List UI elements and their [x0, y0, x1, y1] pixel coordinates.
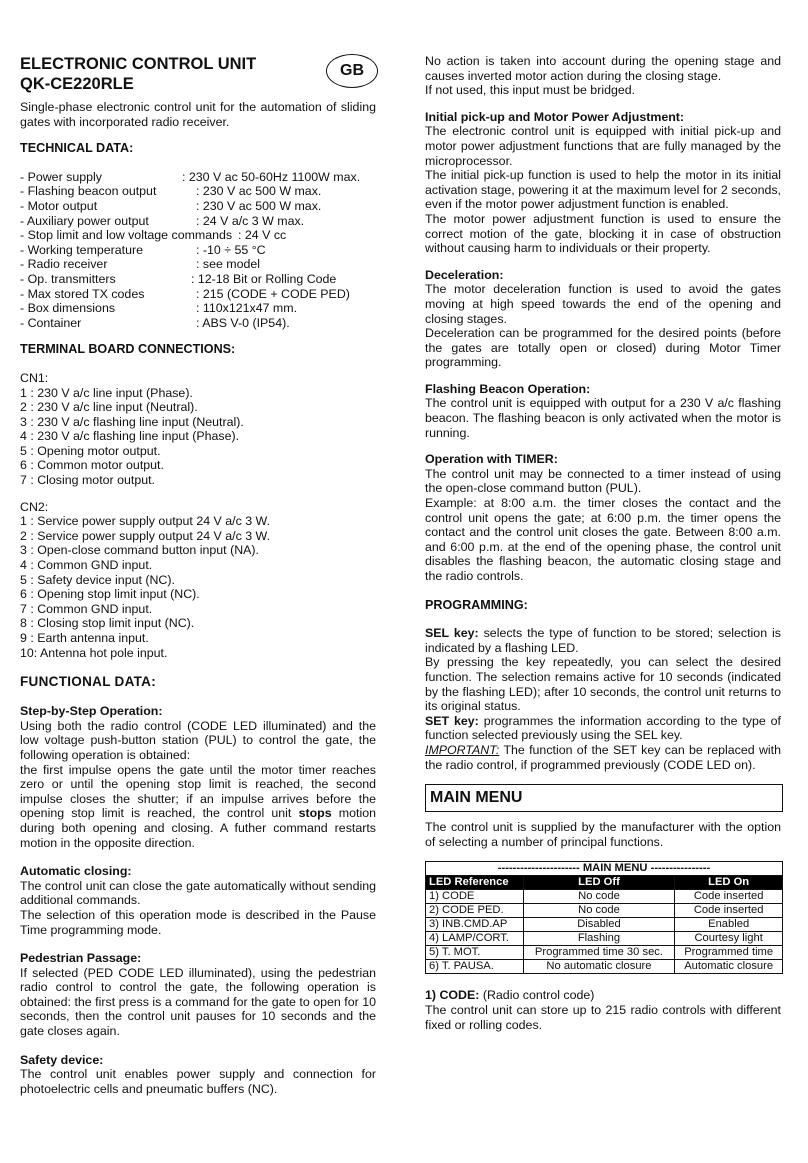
list-item: 8 : Closing stop limit input (NC).	[20, 616, 195, 631]
timer-paragraph-1: The control unit may be connected to a timer instead of using the open-close command button (PUL).	[425, 466, 781, 496]
flashing-beacon-heading: Flashing Beacon Operation:	[425, 381, 591, 396]
list-item: 1 : 230 V a/c line input (Phase).	[20, 385, 193, 400]
table-header: LED On	[675, 876, 783, 890]
timer-heading: Operation with TIMER:	[425, 452, 558, 467]
flashing-beacon-paragraph: The control unit is equipped with output for a 230 V a/c flashing beacon. The flashing beacon is only activated when the motor is running.	[425, 396, 781, 440]
table-row: 3) INB.CMD.AP Disabled Enabled	[426, 918, 783, 932]
technical-data-list	[20, 170, 376, 331]
table-header: LED Off	[523, 876, 675, 890]
sel-key-paragraph-2: By pressing the key repeatedly, you can select the desired function. The selection remains active for 10 seconds (indicated by the flashing LED); after 10 seconds, the control unit returns to its original status.	[425, 655, 781, 714]
programming-heading: PROGRAMMING:	[425, 597, 528, 612]
table-row: 1) CODE No code Code inserted	[426, 890, 783, 904]
pickup-paragraph-3: The motor power adjustment function is used to ensure the correct motion of the gate, blocking it in case of obstruction without causing harm to individuals or their property.	[425, 211, 781, 256]
tech-row: - Box dimensions : 110x121x47 mm.	[20, 301, 298, 316]
list-item: 9 : Earth antenna input.	[20, 631, 149, 645]
deceleration-paragraph-2: Deceleration can be programmed for the desired points (before the gates are totally open or closed) during Motor Timer programming.	[425, 326, 781, 370]
pickup-heading: Initial pick-up and Motor Power Adjustment:	[425, 109, 685, 124]
automatic-closing-paragraph-1: The control unit can close the gate automatically without sending additional commands.	[20, 878, 376, 908]
table-row: 4) LAMP/CORT. Flashing Courtesy light	[426, 932, 783, 946]
table-header-row	[426, 876, 783, 890]
title-block	[20, 54, 376, 100]
sel-key-paragraph: SEL key: selects the type of function to be stored; selection is indicated by a flashing LED.	[425, 626, 781, 655]
deceleration-paragraph-1: The motor deceleration function is used to avoid the gates moving at high speed towards the end of the opening and closing stages.	[425, 282, 781, 326]
code-heading: 1) CODE:	[425, 988, 480, 1003]
list-item: 6 : Common motor output.	[20, 458, 164, 473]
code-heading-line: 1) CODE: (Radio control code)	[425, 988, 595, 1003]
automatic-closing-heading: Automatic closing:	[20, 864, 132, 879]
terminal-board-heading: TERMINAL BOARD CONNECTIONS:	[20, 342, 236, 357]
list-item: 3 : 230 V a/c flashing line input (Neutral).	[20, 414, 244, 429]
set-key-paragraph: SET key: programmes the information according to the type of function selected previously using the SEL key.	[425, 713, 781, 743]
sel-key-label: SEL key:	[425, 626, 479, 641]
list-item: 10: Antenna hot pole input.	[20, 645, 168, 660]
tech-row: - Radio receiver : see model	[20, 257, 261, 272]
language-badge: GB	[326, 54, 378, 88]
set-key-label: SET key:	[425, 713, 479, 728]
list-item: 2 : Service power supply output 24 V a/c 3 W.	[20, 528, 271, 543]
pedestrian-paragraph: If selected (PED CODE LED illuminated), using the pedestrian radio control to control the gate, the following operation is obtained: the first press is a command for the gate to open for 10 seconds, then the control unit pauses for 10 seconds and the gate closes again.	[20, 965, 376, 1039]
table-caption: ---------------------- MAIN MENU ----------------	[426, 862, 783, 876]
table-row: 6) T. PAUSA. No automatic closure Automatic closure	[426, 960, 783, 974]
tech-row: - Max stored TX codes : 215 (CODE + CODE PED)	[20, 286, 350, 301]
list-item: 5 : Safety device input (NC).	[20, 572, 175, 587]
list-item: 1 : Service power supply output 24 V a/c 3 W.	[20, 514, 271, 529]
pickup-paragraph-1: The electronic control unit is equipped with initial pick-up and motor power adjustment functions that are fully managed by the microprocessor.	[425, 124, 781, 168]
pickup-paragraph-2: The initial pick-up function is used to help the motor in its initial activation stage, powering it at the maximum level for 2 seconds, even if the motor power adjustment function is enabled.	[425, 168, 781, 212]
intro-paragraph: Single-phase electronic control unit for the automation of sliding gates with incorporated radio receiver.	[20, 100, 376, 129]
safety-device-heading: Safety device:	[20, 1052, 104, 1067]
technical-data-heading: TECHNICAL DATA:	[20, 141, 134, 156]
document-title: ELECTRONIC CONTROL UNIT	[20, 55, 257, 73]
left-column	[20, 50, 376, 1096]
safety-device-paragraph: The control unit enables power supply and connection for photoelectric cells and pneumatic buffers (NC).	[20, 1067, 376, 1096]
tech-row: - Stop limit and low voltage commands : 24 V cc	[20, 228, 287, 243]
list-item: 6 : Opening stop limit input (NC).	[20, 587, 200, 602]
list-item: 4 : 230 V a/c flashing line input (Phase).	[20, 429, 240, 444]
right-column	[425, 54, 781, 1032]
automatic-closing-paragraph-2: The selection of this operation mode is described in the Pause Time programming mode.	[20, 907, 376, 937]
list-item: 4 : Common GND input.	[20, 558, 153, 573]
list-item: 7 : Common GND input.	[20, 601, 153, 616]
important-label: IMPORTANT:	[425, 742, 500, 757]
cn1-list	[20, 386, 376, 488]
deceleration-heading: Deceleration:	[425, 267, 504, 282]
important-paragraph: IMPORTANT: The function of the SET key can be replaced with the radio control, if programmed previously (CODE LED on).	[425, 742, 781, 772]
main-menu-table	[425, 861, 783, 974]
list-item: 5 : Opening motor output.	[20, 443, 161, 458]
cn1-label: CN1:	[20, 370, 49, 385]
pedestrian-passage-heading: Pedestrian Passage:	[20, 951, 142, 966]
table-row: 2) CODE PED. No code Code inserted	[426, 904, 783, 918]
step-by-step-heading: Step-by-Step Operation:	[20, 704, 163, 719]
stops-emphasis: stops	[298, 806, 332, 821]
tech-row: - Auxiliary power output : 24 V a/c 3 W max.	[20, 213, 305, 228]
step-paragraph-2: the first impulse opens the gate until the motor timer reaches zero or until the opening stop limit is reached, the second impulse closes the shutter; if an impulse arrives before the opening stop limit is reached, the control unit stops motion during both opening and closing. A futher command restarts motion in the opposite direction.	[20, 762, 376, 850]
list-item: 2 : 230 V a/c line input (Neutral).	[20, 400, 198, 415]
table-row: 5) T. MOT. Programmed time 30 sec. Programmed time	[426, 946, 783, 960]
tech-row: - Flashing beacon output : 230 V ac 500 W max.	[20, 184, 322, 199]
cn2-list	[20, 514, 376, 660]
tech-row: - Motor output : 230 V ac 500 W max.	[20, 198, 322, 213]
timer-paragraph-2: Example: at 8:00 a.m. the timer closes the contact and the control unit opens the gate; at 6:00 p.m. the timer opens the contact and the control unit closes the gate. Between 8:00 a.m. and 6:00 p.m. at the end of the opening phase, the control unit disables the flashing beacon, the automatic closing stage and the radio controls.	[425, 496, 781, 583]
step-paragraph-1: Using both the radio control (CODE LED illuminated) and the low voltage push-button station (PUL) to control the gate, the following operation is obtained:	[20, 718, 376, 762]
model-name: QK-CE220RLE	[20, 75, 134, 93]
list-item: 3 : Open-close command button input (NA).	[20, 543, 259, 558]
code-paragraph: The control unit can store up to 215 radio controls with different fixed or rolling codes.	[425, 1002, 781, 1032]
table-header: LED Reference	[426, 876, 524, 890]
bridge-note: If not used, this input must be bridged.	[425, 83, 636, 98]
tech-row: - Op. transmitters : 12-18 Bit or Rolling Code	[20, 271, 337, 286]
continued-paragraph: No action is taken into account during the opening stage and causes inverted motor action during the closing stage.	[425, 54, 781, 83]
tech-row: - Working temperature : -10 ÷ 55 °C	[20, 242, 266, 257]
cn2-label: CN2:	[20, 499, 49, 514]
list-item: 7 : Closing motor output.	[20, 473, 155, 488]
tech-row: - Power supply : 230 V ac 50-60Hz 1100W max.	[20, 169, 361, 184]
main-menu-heading: MAIN MENU	[425, 784, 783, 812]
functional-data-heading: FUNCTIONAL DATA:	[20, 674, 157, 690]
tech-row: - Container : ABS V-0 (IP54).	[20, 315, 290, 330]
main-menu-paragraph: The control unit is supplied by the manufacturer with the option of selecting a number of principal functions.	[425, 820, 781, 849]
